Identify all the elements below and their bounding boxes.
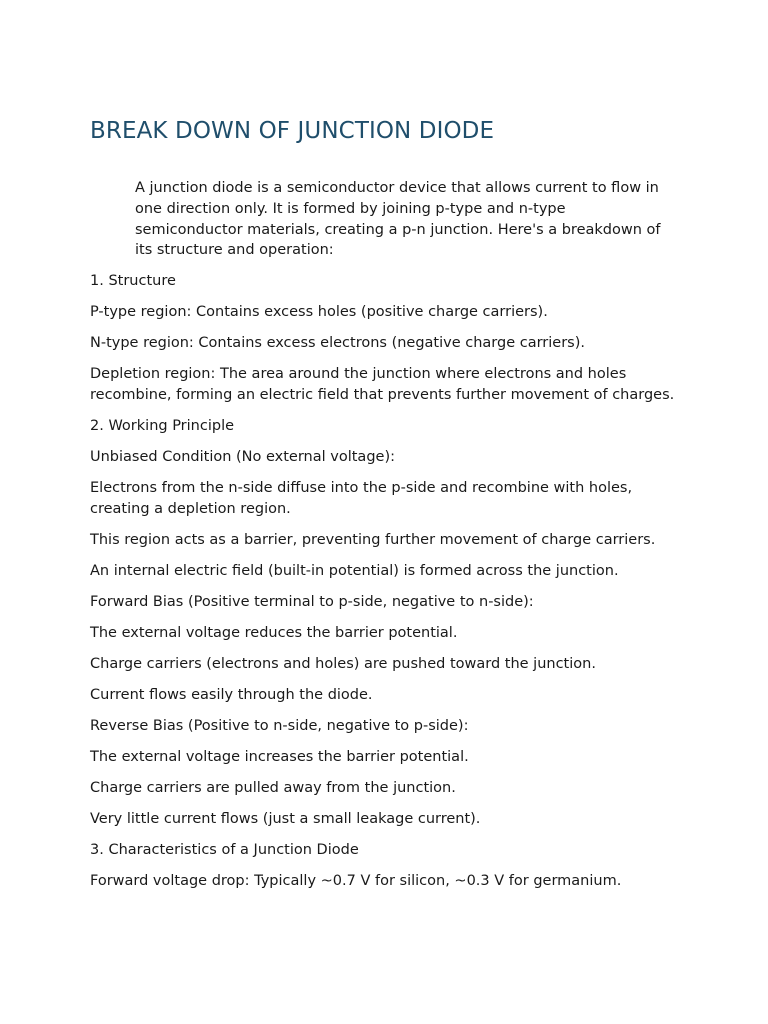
paragraph: An internal electric field (built-in potential) is formed across the junction. [90,563,619,580]
paragraph: N-type region: Contains excess electrons (negative charge carriers). [90,335,585,352]
paragraph: This region acts as a barrier, preventing further movement of charge carriers. [90,532,656,549]
paragraph: Forward Bias (Positive terminal to p-side, negative to n-side): [90,594,534,611]
paragraph: The external voltage increases the barrier potential. [90,749,469,766]
paragraph: Very little current flows (just a small leakage current). [90,811,481,828]
paragraph: P-type region: Contains excess holes (positive charge carriers). [90,304,548,321]
document-page [90,114,690,902]
paragraph: Forward voltage drop: Typically ~0.7 V for silicon, ~0.3 V for germanium. [90,873,622,890]
paragraph: Charge carriers (electrons and holes) are pushed toward the junction. [90,656,596,673]
paragraph: Reverse Bias (Positive to n-side, negative to p-side): [90,718,469,735]
page-title: BREAK DOWN OF JUNCTION DIODE [90,118,495,144]
paragraph: The external voltage reduces the barrier potential. [90,625,458,642]
paragraph: Current flows easily through the diode. [90,687,373,704]
paragraph: Electrons from the n-side diffuse into the p-side and recombine with holes, creating a depletion region. [90,480,633,518]
section-heading-characteristics: 3. Characteristics of a Junction Diode [90,842,359,859]
paragraph: Charge carriers are pulled away from the junction. [90,780,456,797]
intro-paragraph: A junction diode is a semiconductor device that allows current to flow in one direction only. It is formed by joining p-type and n-type semiconductor materials, creating a p-n junction. Here's a breakdown of its structure and operation: [135,180,661,259]
section-heading-working-principle: 2. Working Principle [90,418,235,435]
section-heading-structure: 1. Structure [90,273,176,290]
paragraph: Unbiased Condition (No external voltage): [90,449,395,466]
paragraph: Depletion region: The area around the junction where electrons and holes recombine, forming an electric field that prevents further movement of charges. [90,366,675,404]
